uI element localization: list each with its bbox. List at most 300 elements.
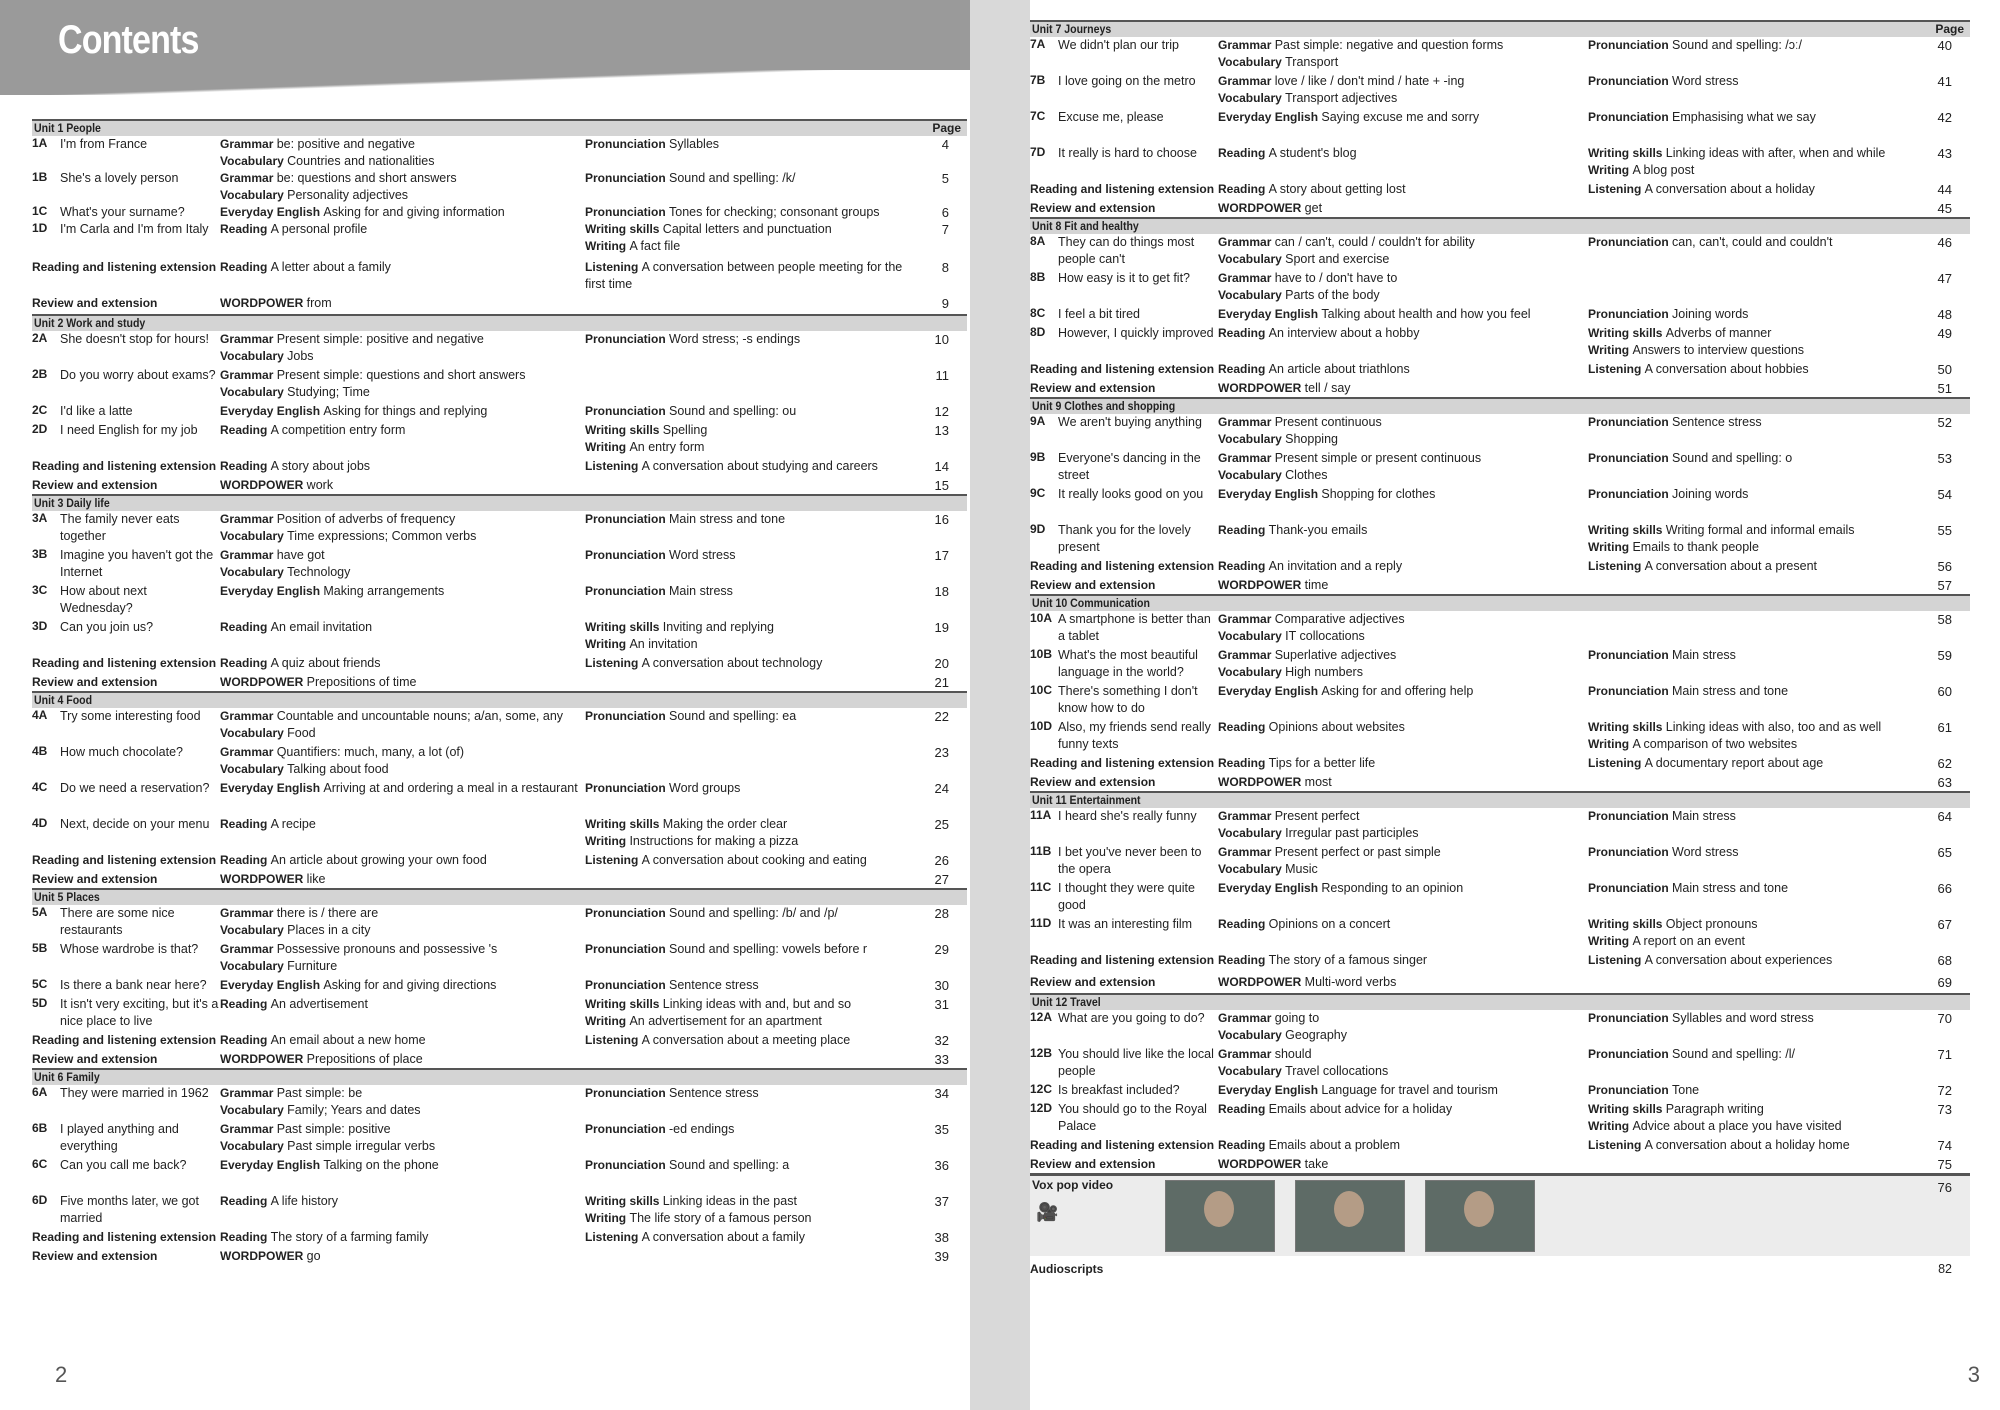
- topic-text: An interview about a hobby: [1268, 326, 1420, 340]
- page-ref: 47: [1937, 271, 1952, 286]
- topic-line: [1588, 1082, 1908, 1099]
- topic-label: Pronunciation: [1588, 1047, 1672, 1061]
- topic-text: Sentence stress: [1672, 415, 1762, 429]
- pronunciation-writing-cell: [1588, 486, 1908, 522]
- grammar-vocab-cell: [220, 477, 585, 494]
- topic-label: Writing skills: [1588, 720, 1666, 734]
- extension-row: [32, 1032, 967, 1051]
- grammar-vocab-cell: [1218, 558, 1588, 577]
- topic-line: [1218, 270, 1588, 287]
- lesson-row: [1030, 1010, 1970, 1046]
- grammar-vocab-cell: [1218, 647, 1588, 683]
- lesson-title: How much chocolate?: [60, 745, 183, 759]
- lesson-code: 8B: [1030, 270, 1046, 284]
- topic-line: [1218, 380, 1588, 397]
- topic-line: [1218, 1063, 1588, 1080]
- lesson-code: 2A: [32, 331, 48, 345]
- grammar-vocab-cell: [1218, 109, 1588, 145]
- topic-line: [1588, 522, 1908, 539]
- grammar-vocab-cell: [220, 852, 585, 871]
- lesson-code: 10C: [1030, 683, 1053, 697]
- pronunciation-writing-cell: [585, 1229, 905, 1248]
- topic-text: A conversation about a present: [1644, 559, 1818, 573]
- topic-label: Writing skills: [585, 620, 663, 634]
- lesson-code: 2B: [32, 367, 48, 381]
- topic-label: Pronunciation: [1588, 648, 1672, 662]
- topic-line: [220, 674, 585, 691]
- grammar-vocab-cell: [1218, 522, 1588, 558]
- topic-line: [1218, 54, 1588, 71]
- topic-label: Grammar: [220, 332, 277, 346]
- topic-label: Everyday English: [220, 205, 324, 219]
- pronunciation-writing-cell: [1588, 145, 1908, 181]
- topic-text: A fact file: [629, 239, 681, 253]
- lesson-title: How easy is it to get fit?: [1058, 271, 1191, 285]
- topic-label: Grammar: [220, 745, 277, 759]
- topic-label: Pronunciation: [1588, 451, 1672, 465]
- page-ref: 29: [934, 942, 949, 957]
- topic-label: Writing: [585, 239, 630, 253]
- grammar-vocab-cell: [220, 1121, 585, 1157]
- unit-title: Unit 2 Work and study: [34, 316, 146, 330]
- lesson-title: It really looks good on you: [1058, 487, 1204, 501]
- pronunciation-writing-cell: [1588, 952, 1908, 974]
- grammar-vocab-cell: [1218, 774, 1588, 791]
- topic-text: Asking for and offering help: [1321, 684, 1474, 698]
- grammar-vocab-cell: [220, 547, 585, 583]
- extension-title: Reading and listening extension: [32, 260, 217, 274]
- topic-label: Listening: [585, 260, 642, 274]
- lesson-code: 11A: [1030, 808, 1052, 822]
- topic-label: WORDPOWER: [1218, 381, 1305, 395]
- topic-line: [220, 1102, 585, 1119]
- topic-label: Grammar: [220, 906, 277, 920]
- topic-label: Everyday English: [1218, 487, 1322, 501]
- topic-label: WORDPOWER: [220, 296, 307, 310]
- lesson-row: [1030, 109, 1970, 145]
- grammar-vocab-cell: [220, 170, 585, 204]
- topic-text: IT collocations: [1285, 629, 1365, 643]
- extension-title: Reading and listening extension: [32, 656, 217, 670]
- topic-text: Shopping: [1285, 432, 1338, 446]
- extension-title: Review and extension: [32, 296, 158, 310]
- pronunciation-writing-cell: [585, 221, 905, 259]
- topic-line: [220, 583, 585, 600]
- topic-label: Vocabulary: [1218, 55, 1286, 69]
- topic-text: Present simple: positive and negative: [276, 332, 484, 346]
- topic-text: Main stress and tone: [1672, 684, 1789, 698]
- topic-label: WORDPOWER: [1218, 1157, 1305, 1171]
- topic-label: Reading: [220, 222, 271, 236]
- topic-label: Reading: [1218, 182, 1269, 196]
- lesson-title: Everyone's dancing in the street: [1058, 451, 1201, 482]
- topic-text: Countries and nationalities: [287, 154, 435, 168]
- topic-label: Grammar: [1218, 1011, 1275, 1025]
- contents-table: [32, 119, 967, 1265]
- lesson-row: [32, 403, 967, 422]
- topic-text: A conversation about a meeting place: [641, 1033, 851, 1047]
- lesson-row: [32, 1193, 967, 1229]
- page-ref: 69: [1937, 975, 1952, 990]
- lesson-row: [32, 170, 967, 204]
- page-number: 3: [1967, 1362, 1980, 1387]
- grammar-vocab-cell: [1218, 1046, 1588, 1082]
- topic-line: [585, 1085, 905, 1102]
- pronunciation-writing-cell: [1588, 558, 1908, 577]
- topic-text: Main stress and tone: [669, 512, 786, 526]
- lesson-title: I feel a bit tired: [1058, 307, 1140, 321]
- topic-text: Sound and spelling: a: [669, 1158, 790, 1172]
- unit-heading: [1030, 397, 1970, 414]
- page-ref: 27: [934, 872, 949, 887]
- extension-row: [32, 1051, 967, 1068]
- page-ref: 67: [1937, 917, 1952, 932]
- lesson-code: 1B: [32, 170, 48, 184]
- topic-label: Reading: [220, 1230, 271, 1244]
- topic-label: Pronunciation: [585, 942, 669, 956]
- extension-title: Reading and listening extension: [32, 459, 217, 473]
- topic-text: Writing formal and informal emails: [1665, 523, 1855, 537]
- topic-line: [1218, 251, 1588, 268]
- topic-label: WORDPOWER: [1218, 578, 1305, 592]
- topic-label: Writing skills: [1588, 917, 1666, 931]
- lesson-code: 3A: [32, 511, 48, 525]
- topic-label: Vocabulary: [220, 565, 288, 579]
- topic-label: Everyday English: [1218, 307, 1322, 321]
- topic-text: Prepositions of place: [306, 1052, 423, 1066]
- topic-line: [585, 547, 905, 564]
- lesson-title: What's your surname?: [60, 205, 185, 219]
- unit-title: Unit 10 Communication: [1032, 596, 1150, 610]
- extension-title: Review and extension: [1030, 975, 1156, 989]
- lesson-code: 7D: [1030, 145, 1046, 159]
- topic-line: [1588, 234, 1908, 251]
- topic-text: there is / there are: [276, 906, 379, 920]
- topic-text: A blog post: [1632, 163, 1695, 177]
- topic-text: High numbers: [1285, 665, 1363, 679]
- topic-text: Advice about a place you have visited: [1632, 1119, 1842, 1133]
- topic-label: WORDPOWER: [220, 478, 307, 492]
- extension-row: [32, 655, 967, 674]
- lesson-code: 4A: [32, 708, 48, 722]
- topic-label: Vocabulary: [220, 1139, 288, 1153]
- topic-label: Grammar: [1218, 415, 1275, 429]
- lesson-row: [1030, 808, 1970, 844]
- lesson-title: She doesn't stop for hours!: [60, 332, 210, 346]
- lesson-row: [32, 367, 967, 403]
- topic-text: Tips for a better life: [1268, 756, 1376, 770]
- topic-label: Vocabulary: [220, 349, 288, 363]
- topic-line: [1218, 325, 1588, 342]
- unit-title: Unit 1 People: [34, 121, 101, 135]
- page-column-header: Page: [1935, 22, 1964, 36]
- pronunciation-writing-cell: [585, 1248, 905, 1265]
- lesson-row: [1030, 270, 1970, 306]
- grammar-vocab-cell: [1218, 306, 1588, 325]
- lesson-code: 9D: [1030, 522, 1046, 536]
- topic-label: Grammar: [220, 512, 277, 526]
- topic-text: Present perfect or past simple: [1274, 845, 1441, 859]
- topic-line: [585, 331, 905, 348]
- topic-label: Listening: [585, 1033, 642, 1047]
- page-title: Contents: [58, 18, 199, 62]
- page-ref: 64: [1937, 809, 1952, 824]
- topic-line: [1588, 306, 1908, 323]
- topic-line: [220, 977, 585, 994]
- topic-label: Everyday English: [1218, 684, 1322, 698]
- topic-text: can / can't, could / couldn't for ability: [1274, 235, 1475, 249]
- lesson-title: I'm Carla and I'm from Italy: [60, 222, 209, 236]
- topic-label: Writing: [585, 1211, 630, 1225]
- pronunciation-writing-cell: [1588, 1101, 1908, 1137]
- topic-label: Reading: [220, 997, 271, 1011]
- topic-text: Talking about health and how you feel: [1321, 307, 1531, 321]
- pronunciation-writing-cell: [1588, 325, 1908, 361]
- video-thumbnail: [1165, 1180, 1275, 1252]
- topic-label: Reading: [1218, 523, 1269, 537]
- grammar-vocab-cell: [220, 136, 585, 170]
- extension-title: Reading and listening extension: [32, 853, 217, 867]
- grammar-vocab-cell: [1218, 719, 1588, 755]
- topic-text: -ed endings: [669, 1122, 735, 1136]
- topic-line: [1588, 73, 1908, 90]
- topic-line: [1588, 1010, 1908, 1027]
- topic-text: Talking about food: [287, 762, 389, 776]
- topic-line: [220, 403, 585, 420]
- topic-text: A competition entry form: [270, 423, 406, 437]
- unit-title: Unit 11 Entertainment: [1032, 793, 1141, 807]
- page-ref: 21: [934, 675, 949, 690]
- grammar-vocab-cell: [1218, 486, 1588, 522]
- lesson-title: She's a lovely person: [60, 171, 179, 185]
- extension-row: [1030, 361, 1970, 380]
- topic-line: [585, 1013, 905, 1030]
- topic-label: Grammar: [1218, 271, 1275, 285]
- page-ref: 4: [941, 137, 949, 152]
- topic-label: Reading: [220, 260, 271, 274]
- unit-heading: [32, 888, 967, 905]
- topic-label: Pronunciation: [585, 404, 669, 418]
- topic-label: Listening: [1588, 182, 1645, 196]
- page-ref: 9: [941, 296, 949, 311]
- page-ref: 17: [934, 548, 949, 563]
- grammar-vocab-cell: [220, 1032, 585, 1051]
- page-ref: 41: [1937, 74, 1952, 89]
- extension-row: [1030, 755, 1970, 774]
- topic-label: Pronunciation: [585, 709, 669, 723]
- audioscripts-row: [1030, 1262, 1970, 1286]
- topic-label: Vocabulary: [1218, 629, 1286, 643]
- page-ref: 44: [1937, 182, 1952, 197]
- pronunciation-writing-cell: [585, 996, 905, 1032]
- lesson-code: 7B: [1030, 73, 1046, 87]
- topic-text: An article about growing your own food: [270, 853, 487, 867]
- topic-line: [1218, 1137, 1588, 1154]
- pronunciation-writing-cell: [585, 1032, 905, 1051]
- topic-line: [585, 583, 905, 600]
- page-ref: 6: [941, 205, 949, 220]
- pronunciation-writing-cell: [585, 511, 905, 547]
- page-ref: 48: [1937, 307, 1952, 322]
- lesson-title: We didn't plan our trip: [1058, 38, 1179, 52]
- topic-label: Reading: [220, 817, 271, 831]
- pronunciation-writing-cell: [1588, 1137, 1908, 1156]
- lesson-row: [32, 136, 967, 170]
- topic-text: Present perfect: [1274, 809, 1360, 823]
- lesson-code: 9B: [1030, 450, 1046, 464]
- topic-line: [1588, 37, 1908, 54]
- topic-line: [1588, 1101, 1908, 1118]
- pronunciation-writing-cell: [585, 655, 905, 674]
- lesson-code: 1C: [32, 204, 48, 218]
- topic-text: most: [1304, 775, 1332, 789]
- grammar-vocab-cell: [220, 331, 585, 367]
- extension-row: [32, 458, 967, 477]
- topic-text: take: [1304, 1157, 1329, 1171]
- topic-text: work: [306, 478, 334, 492]
- grammar-vocab-cell: [220, 1193, 585, 1229]
- lesson-title: Five months later, we got married: [60, 1194, 199, 1225]
- page-ref: 56: [1937, 559, 1952, 574]
- lesson-row: [1030, 880, 1970, 916]
- lesson-title: I bet you've never been to the opera: [1058, 845, 1202, 876]
- topic-text: can, can't, could and couldn't: [1672, 235, 1833, 249]
- page-ref: 45: [1937, 201, 1952, 216]
- lesson-row: [32, 816, 967, 852]
- extension-title: Reading and listening extension: [1030, 953, 1215, 967]
- topic-text: Present continuous: [1274, 415, 1382, 429]
- page-ref: 36: [934, 1158, 949, 1173]
- topic-text: Linking ideas in the past: [662, 1194, 797, 1208]
- lesson-title: Can you join us?: [60, 620, 154, 634]
- grammar-vocab-cell: [1218, 755, 1588, 774]
- topic-text: Capital letters and punctuation: [662, 222, 832, 236]
- topic-line: [1588, 808, 1908, 825]
- pronunciation-writing-cell: [585, 170, 905, 204]
- lesson-title: They can do things most people can't: [1058, 235, 1195, 266]
- pronunciation-writing-cell: [1588, 37, 1908, 73]
- topic-line: [220, 655, 585, 672]
- topic-text: Syllables and word stress: [1672, 1011, 1814, 1025]
- lesson-title: However, I quickly improved: [1058, 326, 1214, 340]
- lesson-row: [1030, 414, 1970, 450]
- pronunciation-writing-cell: [1588, 306, 1908, 325]
- page-ref: 15: [934, 478, 949, 493]
- topic-text: A letter about a family: [270, 260, 391, 274]
- topic-label: Listening: [1588, 362, 1645, 376]
- audioscripts-label: Audioscripts: [1030, 1262, 1104, 1276]
- topic-line: [1218, 1082, 1588, 1099]
- topic-text: Countable and uncountable nouns; a/an, some, any: [276, 709, 564, 723]
- topic-text: Responding to an opinion: [1321, 881, 1464, 895]
- lesson-title: Also, my friends send really funny texts: [1058, 720, 1211, 751]
- topic-line: [1218, 37, 1588, 54]
- topic-text: Transport: [1285, 55, 1339, 69]
- topic-line: [1218, 1156, 1588, 1173]
- grammar-vocab-cell: [1218, 181, 1588, 200]
- topic-label: Vocabulary: [1218, 862, 1286, 876]
- topic-text: Studying; Time: [287, 385, 370, 399]
- page-ref: 10: [934, 332, 949, 347]
- topic-text: have to / don't have to: [1274, 271, 1398, 285]
- pronunciation-writing-cell: [585, 295, 905, 314]
- page-ref: 26: [934, 853, 949, 868]
- topic-label: Grammar: [1218, 1047, 1275, 1061]
- topic-text: Asking for things and replying: [323, 404, 488, 418]
- pronunciation-writing-cell: [585, 403, 905, 422]
- grammar-vocab-cell: [1218, 1156, 1588, 1173]
- page-ref: 75: [1937, 1157, 1952, 1172]
- page-ref: 73: [1937, 1102, 1952, 1117]
- grammar-vocab-cell: [220, 511, 585, 547]
- topic-label: Writing skills: [585, 222, 663, 236]
- topic-label: Vocabulary: [220, 923, 288, 937]
- page-ref: 38: [934, 1230, 949, 1245]
- topic-label: Pronunciation: [1588, 1083, 1672, 1097]
- extension-row: [32, 1248, 967, 1265]
- topic-text: be: positive and negative: [276, 137, 415, 151]
- topic-text: A life history: [270, 1194, 339, 1208]
- topic-line: [585, 977, 905, 994]
- topic-text: A conversation about cooking and eating: [641, 853, 867, 867]
- lesson-title: You should live like the local people: [1058, 1047, 1214, 1078]
- topic-label: Pronunciation: [1588, 881, 1672, 895]
- topic-line: [220, 547, 585, 564]
- topic-line: [1218, 181, 1588, 198]
- topic-label: Grammar: [1218, 612, 1275, 626]
- pronunciation-writing-cell: [1588, 380, 1908, 397]
- topic-label: Pronunciation: [585, 512, 669, 526]
- topic-line: [1218, 522, 1588, 539]
- lesson-title: I heard she's really funny: [1058, 809, 1197, 823]
- topic-text: Main stress: [1672, 648, 1736, 662]
- page-ref: 74: [1937, 1138, 1952, 1153]
- topic-label: Reading: [1218, 362, 1269, 376]
- vox-pop-label: Vox pop video: [1032, 1178, 1114, 1192]
- topic-label: Pronunciation: [1588, 307, 1672, 321]
- unit-heading: [1030, 217, 1970, 234]
- topic-label: Vocabulary: [1218, 288, 1286, 302]
- topic-text: going to: [1274, 1011, 1320, 1025]
- topic-text: Main stress and tone: [1672, 881, 1789, 895]
- page-ref: 28: [934, 906, 949, 921]
- grammar-vocab-cell: [220, 744, 585, 780]
- page-ref: 65: [1937, 845, 1952, 860]
- pronunciation-writing-cell: [1588, 683, 1908, 719]
- grammar-vocab-cell: [1218, 145, 1588, 181]
- grammar-vocab-cell: [1218, 270, 1588, 306]
- grammar-vocab-cell: [220, 295, 585, 314]
- topic-label: Writing skills: [585, 423, 663, 437]
- topic-line: [1588, 719, 1908, 736]
- topic-line: [1588, 1137, 1908, 1154]
- lesson-title: Thank you for the lovely present: [1058, 523, 1191, 554]
- lesson-row: [32, 708, 967, 744]
- unit-heading: [32, 119, 967, 136]
- topic-line: [1218, 1027, 1588, 1044]
- topic-text: Saying excuse me and sorry: [1321, 110, 1480, 124]
- lesson-title: How about next Wednesday?: [60, 584, 147, 615]
- topic-line: [220, 136, 585, 153]
- topic-label: Reading: [220, 620, 271, 634]
- grammar-vocab-cell: [1218, 916, 1588, 952]
- topic-text: love / like / don't mind / hate + -ing: [1274, 74, 1465, 88]
- lesson-title: Is breakfast included?: [1058, 1083, 1180, 1097]
- topic-line: [220, 941, 585, 958]
- topic-text: from: [306, 296, 332, 310]
- extension-title: Review and extension: [32, 675, 158, 689]
- contents-table: [1030, 20, 1970, 1286]
